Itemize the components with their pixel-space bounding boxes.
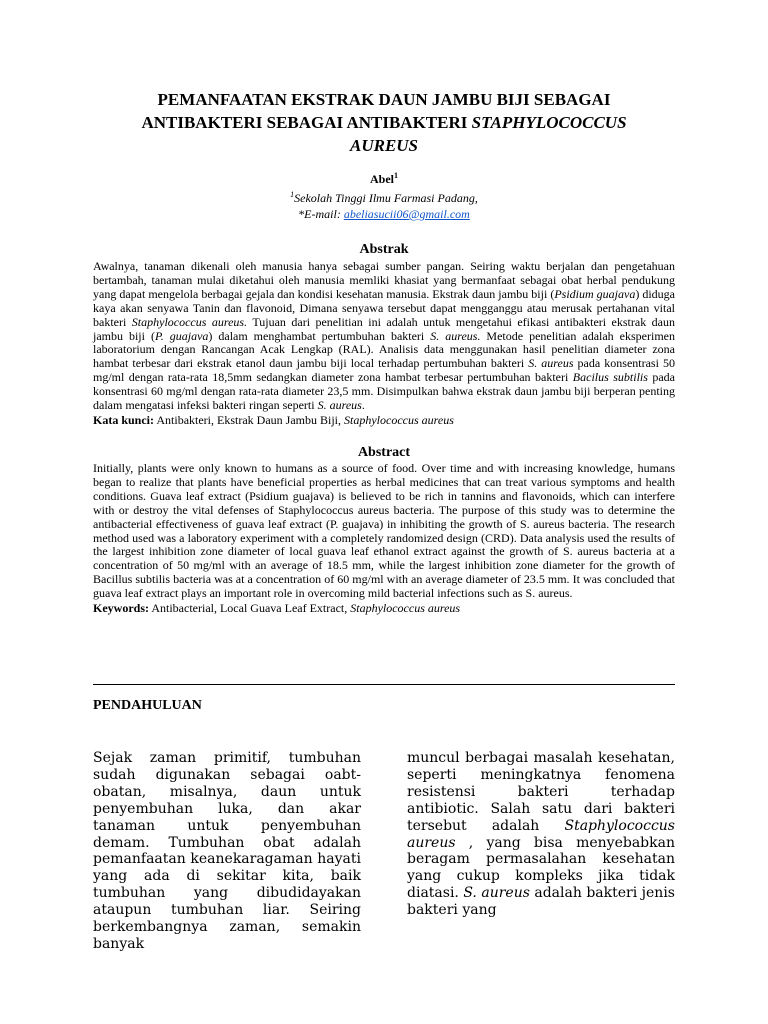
title-line-1: PEMANFAATAN EKSTRAK DAUN JAMBU BIJI SEBAGAI bbox=[157, 90, 611, 109]
paper-title bbox=[93, 88, 675, 157]
kata-kunci-label: Kata kunci: bbox=[93, 412, 155, 427]
kata-kunci: Kata kunci: Antibakteri, Ekstrak Daun Jambu Biji, Staphylococcus aureus bbox=[93, 412, 454, 427]
abstrak-heading: Abstrak bbox=[359, 242, 409, 257]
title-line-2-italic: STAPHYLOCOCCUS bbox=[471, 113, 627, 132]
abstract-heading: Abstract bbox=[357, 444, 411, 460]
abstract-body: Initially, plants were only known to humans as a source of food. Over time and with increasing knowledge, humans began to realize that plants have beneficial properties as herbal medicines that can treat various symptoms and health conditions. Guava leaf extract (Psidium guajava) is believed to be rich in tannins and flavonoids, which can interfere with or destroy the vital defenses of Staphylococcus aureus bacteria. The purpose of this study was to determine the antibacterial effectiveness of guava leaf extract (P. guajava) in inhibiting the growth of S. aureus bacteria. The research method used was a laboratory experiment with a completely randomized design (CRD). Data analysis used the results of the largest inhibition zone diameter of local guava leaf ethanol extract against the growth of S. aureus bacteria at a concentration of 50 mg/ml with an average of 18.5 mm, while the largest inhibition zone diameter for the growth of Bacillus subtilis bacteria was at a concentration of 60 mg/ml with an average diameter of 23.5 mm. It was concluded that guava leaf extract plays an important role in overcoming mild bacterial infections such as S. aureus. bbox=[93, 460, 675, 601]
abstrak-body: Awalnya, tanaman dikenali oleh manusia hanya sebagai sumber pangan. Seiring waktu berjalan dan pengetahuan bertambah, tanaman mulai diketahui oleh manusia memliki khasiat yang bermanfaat sebagai obat herbal pendukung yang dapat mengelola berbagai gejala dan kondisi kesehatan manusia. Ekstrak daun jambu biji (Psidium guajava) diduga kaya akan senyawa Tanin dan flavonoid, Dimana senyawa tersebut dapat mengganggu atau merusak pertahanan vital bakteri Staphylococcus aureus. Tujuan dari penelitian ini adalah untuk mengetahui efikasi antibakteri ekstrak daun jambu biji (P. guajava) dalam menghambat pertumbuhan bakteri S. aureus. Metode penelitian adalah eksperimen laboratorium dengan Rancangan Acak Lengkap (RAL). Analisis data menggunakan hasil penelitian diameter zona hambat terbesar dari ekstrak etanol daun jambu biji local terhadap pertumbuhan bakteri S. aureus pada konsentrasi 50 mg/ml dengan rata-rata 18,5mm sedangkan diameter zona hambat terbesar pertumbuhan bakteri Bacilus subtilis pada konsentrasi 60 mg/ml dengan rata-rata diameter 23,5 mm. Disimpulkan bahwa ekstrak daun jambu biji berperan penting dalam mengatasi infeksi bakteri ringan seperti S. aureus. bbox=[93, 259, 676, 413]
intro-column-left: Sejak zaman primitif, tumbuhan sudah digunakan sebagai oabt-obatan, misalnya, daun untuk penyembuhan luka, dan akar tanaman untuk penyembuhan demam. Tumbuhan obat adalah pemanfaatan keanekaragaman hayati yang ada di sekitar kita, baik tumbuhan yang dibudidayakan ataupun tumbuhan liar. Seiring berkembangnya zaman, semakin banyak bbox=[93, 750, 361, 952]
affiliation-sup: 1 bbox=[290, 190, 295, 199]
paper-page bbox=[93, 88, 675, 615]
affiliation-institution: Sekolah Tinggi Ilmu Farmasi Padang, bbox=[294, 191, 478, 205]
intro-column-right: muncul berbagai masalah kesehatan, seperti meningkatnya fenomena resistensi bakteri terhadap antibiotic. Salah satu dari bakteri tersebut adalah Staphylococcus aureus , yang bisa menyebabkan beragam permasalahan kesehatan yang cukup kompleks jika tidak diatasi. S. aureus adalah bakteri jenis bakteri yang bbox=[407, 750, 675, 919]
author-name: Abel bbox=[370, 172, 394, 186]
author bbox=[93, 171, 675, 187]
email-link[interactable]: abeliasucii06@gmail.com bbox=[343, 207, 470, 221]
affiliation bbox=[93, 187, 675, 222]
title-line-2: ANTIBAKTERI SEBAGAI ANTIBAKTERI bbox=[141, 113, 472, 132]
keywords: Keywords: Antibacterial, Local Guava Leaf Extract, Staphylococcus aureus bbox=[93, 601, 461, 616]
title-line-3-italic: AUREUS bbox=[349, 136, 419, 155]
pendahuluan-heading: PENDAHULUAN bbox=[93, 698, 202, 713]
keywords-label: Keywords: bbox=[93, 601, 149, 616]
author-sup: 1 bbox=[394, 171, 398, 180]
section-divider bbox=[93, 684, 675, 685]
email-label: *E-mail: bbox=[298, 207, 344, 221]
